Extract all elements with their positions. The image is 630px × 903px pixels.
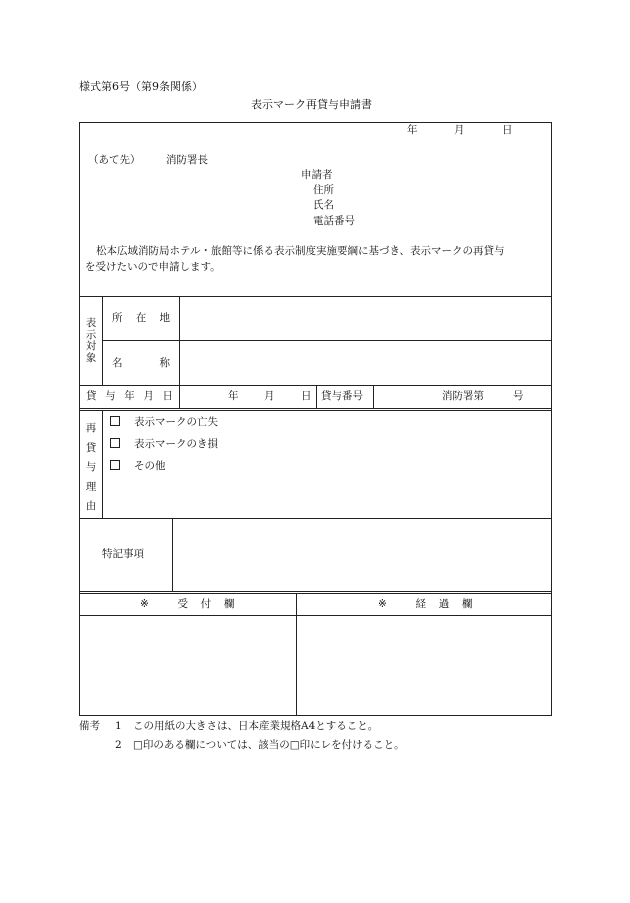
date-day: 日 <box>502 124 513 136</box>
location-label-char: 在 <box>135 312 147 324</box>
reason-label-char: 貸 <box>85 441 97 454</box>
application-statement: を受けたいので申請します。 <box>85 261 221 273</box>
target-label-char: 象 <box>85 351 97 364</box>
loan-date-label-char: 貸 <box>86 390 97 402</box>
progress-label-char: 過 <box>438 598 450 610</box>
remark-text: この用紙の大きさは、日本産業規格A4とすること。 <box>133 720 379 732</box>
reason-option-damage[interactable] <box>110 438 218 450</box>
progress-header <box>378 599 472 610</box>
divider <box>373 385 374 408</box>
reception-header <box>140 599 234 610</box>
reason-option-other[interactable] <box>110 460 166 472</box>
applicant-address: 住所 <box>313 184 334 196</box>
target-label-char: 示 <box>85 328 97 341</box>
reception-label-char: 受 <box>177 598 188 610</box>
facility-name-input[interactable] <box>180 341 551 385</box>
fire-station-label: 消防署第 <box>442 390 484 402</box>
location-label <box>112 313 170 324</box>
loan-number-suffix: 号 <box>513 390 524 402</box>
reception-label-char: 付 <box>200 598 212 610</box>
applicant-name: 氏名 <box>313 199 334 211</box>
addressee-name: 消防署長 <box>166 154 208 166</box>
loan-year: 年 <box>228 390 239 402</box>
name-label <box>112 358 170 369</box>
loan-date-label <box>86 391 173 402</box>
divider <box>316 385 317 408</box>
loan-number-label: 貸与番号 <box>321 390 363 402</box>
special-notes-label: 特記事項 <box>102 548 144 560</box>
date-month: 月 <box>454 124 465 136</box>
special-notes-input[interactable] <box>173 519 551 591</box>
progress-label-char: 経 <box>415 598 426 610</box>
loan-month: 月 <box>264 390 275 402</box>
checkbox[interactable] <box>110 460 120 470</box>
divider <box>102 410 103 518</box>
divider <box>79 593 552 594</box>
reason-option-loss[interactable] <box>110 416 218 428</box>
applicant-label: 申請者 <box>301 169 333 181</box>
reception-mark: ※ <box>140 598 149 610</box>
divider <box>102 296 103 385</box>
divider <box>79 410 552 411</box>
date-year: 年 <box>407 124 418 136</box>
loan-date-label-char: 年 <box>124 390 135 402</box>
form-title: 表示マーク再貸与申請書 <box>251 98 372 111</box>
name-label-char: 名 <box>112 357 123 369</box>
target-label-char: 表 <box>85 317 97 329</box>
reason-label <box>80 423 102 512</box>
reason-label-char: 再 <box>85 422 97 434</box>
reason-option-label: その他 <box>134 460 166 472</box>
loan-day: 日 <box>301 390 312 402</box>
reason-label-char: 由 <box>85 500 97 512</box>
reason-option-label: 表示マークの亡失 <box>134 416 218 428</box>
location-label-char: 所 <box>112 312 123 324</box>
applicant-phone: 電話番号 <box>313 215 355 227</box>
loan-date-label-char: 月 <box>143 390 154 402</box>
divider <box>79 408 552 409</box>
reason-option-label: 表示マークのき損 <box>134 438 218 450</box>
divider <box>296 593 297 716</box>
reason-label-char: 理 <box>85 480 97 493</box>
divider <box>79 591 552 592</box>
divider <box>79 615 552 616</box>
remark-number: 2 <box>115 739 122 751</box>
target-label <box>80 318 102 363</box>
progress-label-char: 欄 <box>461 598 473 610</box>
loan-date-label-char: 与 <box>105 390 116 402</box>
checkbox[interactable] <box>110 438 120 448</box>
remark-text: □印のある欄については、該当の□印にレを付けること。 <box>133 739 405 751</box>
remarks-heading: 備考 <box>79 720 100 732</box>
remark-number: 1 <box>115 720 122 732</box>
location-label-char: 地 <box>159 312 170 324</box>
form-number: 様式第6号（第9条関係） <box>79 80 203 93</box>
target-label-char: 対 <box>85 340 97 352</box>
application-statement: 松本広域消防局ホテル・旅館等に係る表示制度実施要綱に基づき、表示マークの再貸与 <box>96 245 505 257</box>
name-label-char: 称 <box>159 357 170 369</box>
addressee-prefix: （あて先） <box>88 154 141 166</box>
progress-mark: ※ <box>378 598 387 610</box>
reason-label-char: 与 <box>85 461 97 473</box>
location-input[interactable] <box>180 297 551 340</box>
loan-date-label-char: 日 <box>162 390 173 402</box>
reception-label-char: 欄 <box>223 598 235 610</box>
checkbox[interactable] <box>110 416 120 426</box>
